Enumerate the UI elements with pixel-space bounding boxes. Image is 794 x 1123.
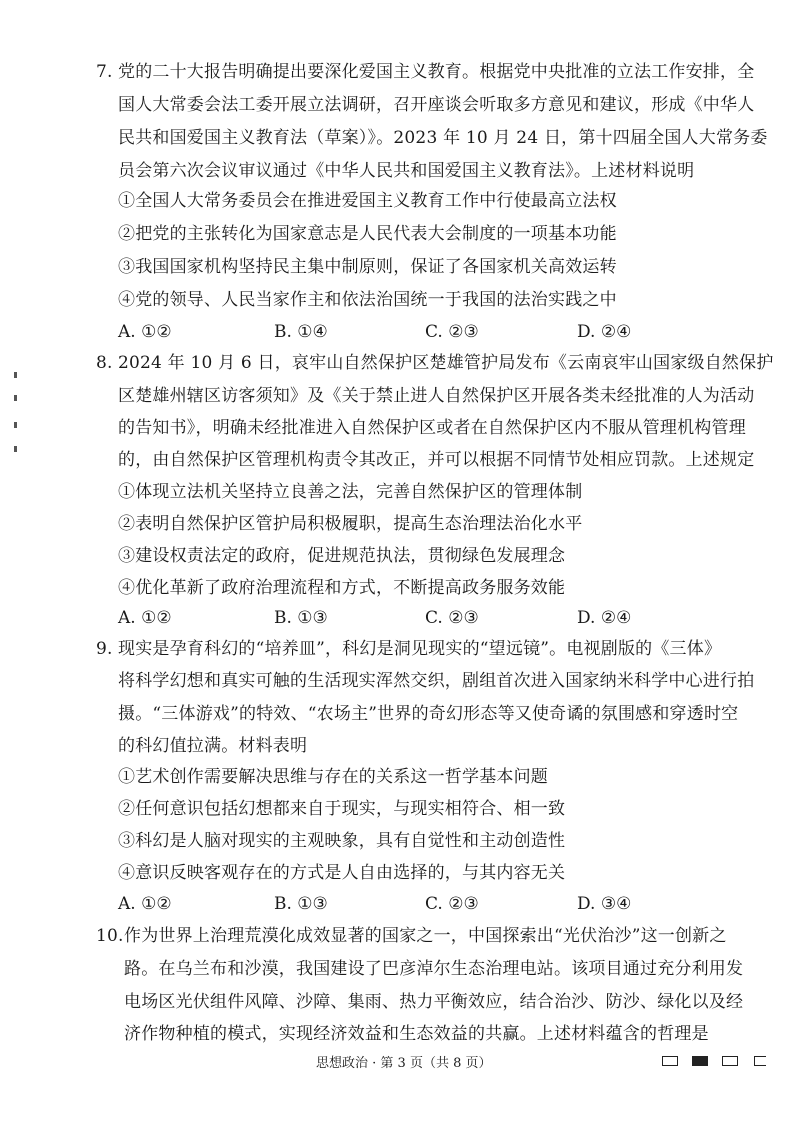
scan-mark (14, 446, 17, 452)
stem-line: 的告知书》，明确未经批准进入自然保护区或者在自然保护区内不服从管理机构管理 (118, 418, 746, 438)
statement: ②把党的主张转化为国家意志是人民代表大会制度的一项基本功能 (118, 224, 617, 244)
question-number: 7. (96, 62, 113, 82)
mark-partial-icon (754, 1056, 766, 1066)
stem-line: 2024 年 10 月 6 日，哀牢山自然保护区楚雄管护局发布《云南哀牢山国家级自然保护 (118, 353, 774, 373)
statement: ②任何意识包括幻想都来自于现实，与现实相符合、相一致 (118, 799, 566, 819)
answer-option-c[interactable]: C. ②③ (425, 894, 479, 914)
statement: ④优化革新了政府治理流程和方式，不断提高政务服务效能 (118, 578, 566, 598)
stem-line: 的科幻值拉满。材料表明 (118, 736, 308, 756)
statement: ④党的领导、人民当家作主和依法治国统一于我国的法治实践之中 (118, 290, 617, 310)
answer-option-a[interactable]: A. ①② (118, 608, 172, 628)
scan-mark (14, 422, 17, 428)
mark-empty-icon (722, 1056, 738, 1066)
statement: ③科幻是人脑对现实的主观映象，具有自觉性和主动创造性 (118, 831, 566, 851)
answer-option-d[interactable]: D. ③④ (577, 894, 632, 914)
question-number: 8. (96, 353, 113, 373)
footer-page: 第 3 页 (380, 1056, 423, 1071)
statement: ③建设权责法定的政府，促进规范执法，贯彻绿色发展理念 (118, 546, 566, 566)
stem-line: 区楚雄州辖区访客须知》及《关于禁止进人自然保护区开展各类未经批准的人为活动 (118, 386, 755, 406)
answer-option-c[interactable]: C. ②③ (425, 322, 479, 342)
answer-option-c[interactable]: C. ②③ (425, 608, 479, 628)
mark-filled-icon (692, 1056, 708, 1066)
footer-separator: · (368, 1056, 381, 1071)
mark-empty-icon (662, 1056, 678, 1066)
statement: ④意识反映客观存在的方式是人自由选择的，与其内容无关 (118, 863, 566, 883)
statement: ②表明自然保护区管护局积极履职，提高生态治理法治化水平 (118, 514, 583, 534)
statement: ③我国国家机构坚持民主集中制原则，保证了各国家机关高效运转 (118, 257, 617, 277)
stem-line: 将科学幻想和真实可触的生活现实浑然交织，剧组首次进入国家纳米科学中心进行拍 (118, 671, 755, 691)
stem-line: 作为世界上治理荒漠化成效显著的国家之一，中国探索出“光伏治沙”这一创新之 (124, 926, 727, 946)
statement: ①全国人大常务委员会在推进爱国主义教育工作中行使最高立法权 (118, 191, 617, 211)
answer-option-a[interactable]: A. ①② (118, 322, 172, 342)
question-number: 9. (96, 639, 113, 659)
stem-line: 的，由自然保护区管理机构责令其改正，并可以根据不同情节处相应罚款。上述规定 (118, 450, 755, 470)
stem-line: 民共和国爱国主义教育法（草案）》。2023 年 10 月 24 日，第十四届全国人大常务委 (118, 128, 768, 148)
answer-option-d[interactable]: D. ②④ (577, 322, 632, 342)
answer-option-b[interactable]: B. ①④ (274, 322, 328, 342)
stem-line: 路。在乌兰布和沙漠，我国建设了巴彦淖尔生态治理电站。该项目通过充分利用发 (124, 959, 744, 979)
stem-line: 国人大常委会法工委开展立法调研，召开座谈会听取多方意见和建议，形成《中华人 (118, 95, 755, 115)
page-footer (316, 1054, 492, 1074)
stem-line: 员会第六次会议审议通过《中华人民共和国爱国主义教育法》。上述材料说明 (118, 161, 695, 181)
stem-line: 济作物种植的模式，实现经济效益和生态效益的共赢。上述材料蕴含的哲理是 (124, 1024, 709, 1044)
question-number: 10. (96, 926, 124, 946)
stem-line: 党的二十大报告明确提出要深化爱国主义教育。根据党中央批准的立法工作安排，全 (118, 62, 755, 82)
statement: ①体现立法机关坚持立良善之法，完善自然保护区的管理体制 (118, 482, 583, 502)
scan-mark (14, 372, 17, 378)
stem-line: 摄。“三体游戏”的特效、“农场主”世界的奇幻形态等又使奇谲的氛围感和穿透时空 (118, 704, 739, 724)
answer-option-d[interactable]: D. ②④ (577, 608, 632, 628)
answer-option-b[interactable]: B. ①③ (274, 608, 328, 628)
statement: ①艺术创作需要解决思维与存在的关系这一哲学基本问题 (118, 767, 548, 787)
stem-line: 电场区光伏组件风障、沙障、集雨、热力平衡效应，结合治沙、防沙、绿化以及经 (124, 992, 744, 1012)
answer-option-b[interactable]: B. ①③ (274, 894, 328, 914)
stem-line: 现实是孕育科幻的“培养皿”，科幻是洞见现实的“望远镜”。电视剧版的《三体》 (118, 639, 722, 659)
scan-mark (14, 395, 17, 401)
answer-option-a[interactable]: A. ①② (118, 894, 172, 914)
footer-subject: 思想政治 (316, 1056, 369, 1071)
footer-total: （共 8 页） (422, 1056, 492, 1071)
